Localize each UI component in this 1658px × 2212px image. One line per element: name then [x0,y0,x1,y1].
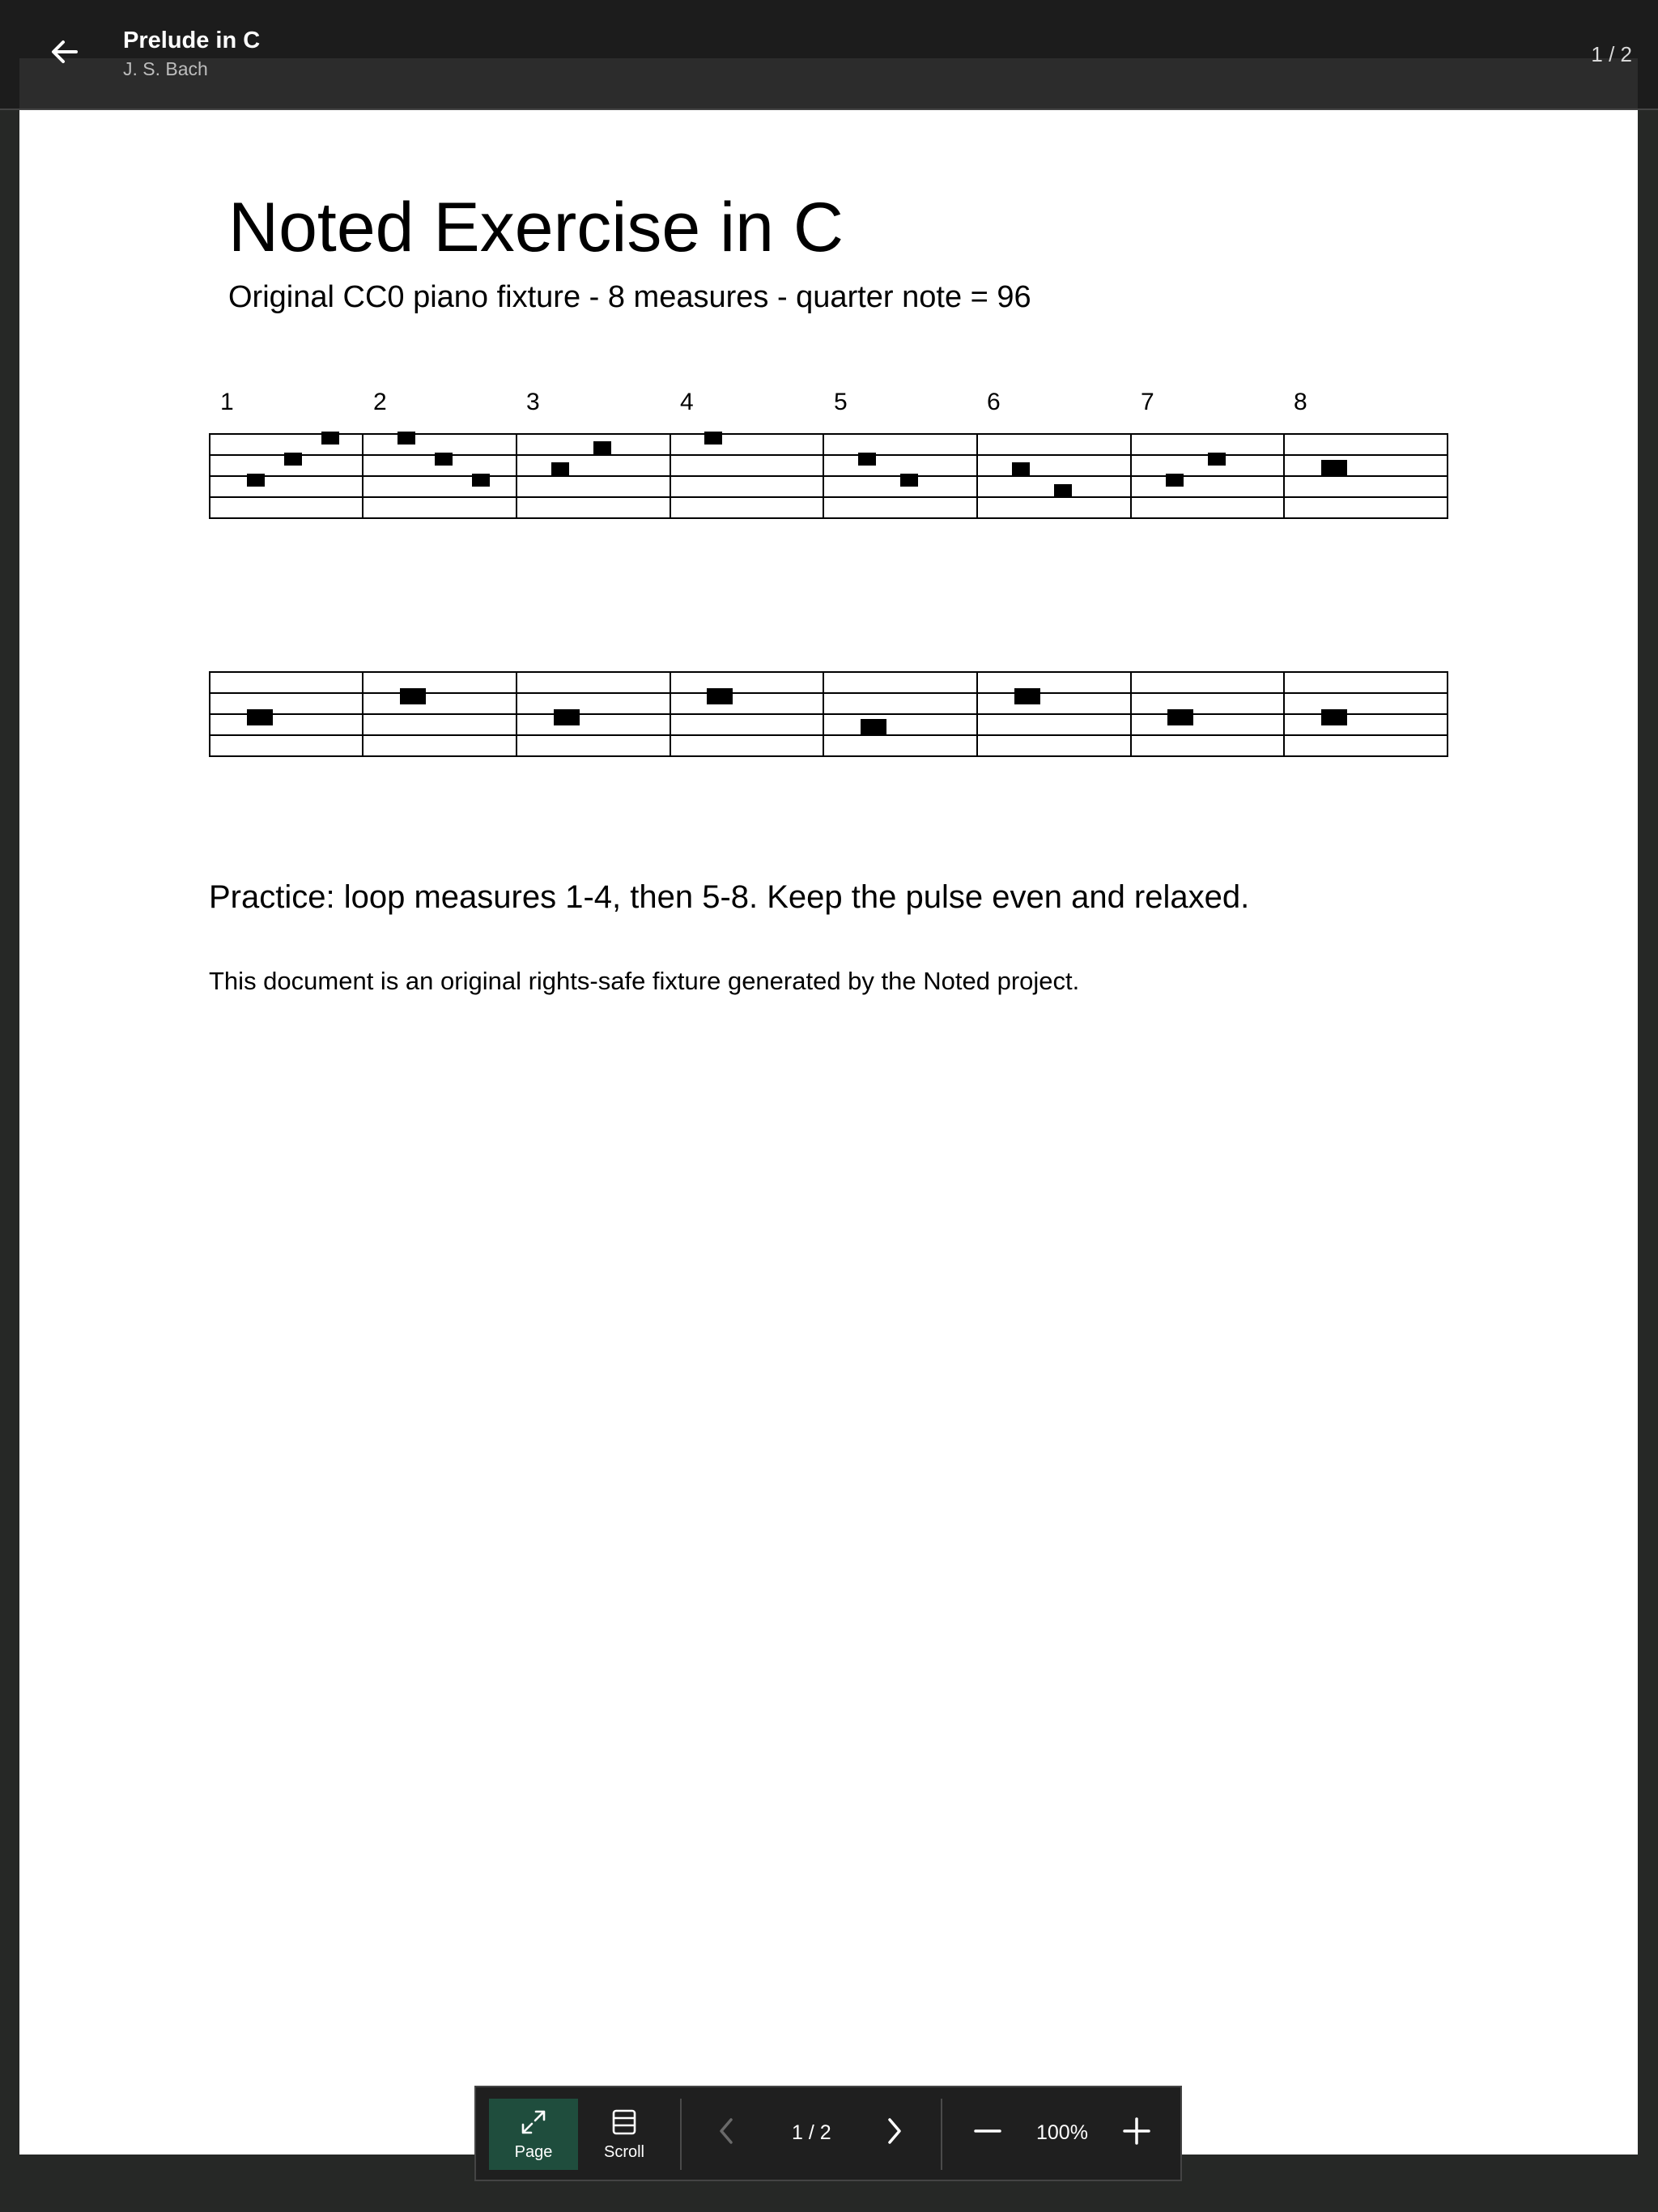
page-mode-label: Page [514,2143,553,2161]
measure-number: 5 [834,389,848,415]
note [551,462,569,475]
note [321,432,339,445]
note [593,441,611,454]
document-subtitle: Original CC0 piano fixture - 8 measures - quarter note = 96 [228,280,1031,314]
practice-instructions: Practice: loop measures 1-4, then 5-8. Keep the pulse even and relaxed. [209,879,1250,915]
expand-icon [520,2108,547,2141]
toolbar-divider [680,2099,682,2170]
note [1167,709,1193,725]
note [472,474,490,487]
note [1321,460,1347,476]
note [400,688,426,704]
scroll-mode-button[interactable] [580,2099,669,2170]
note [397,432,415,445]
upper-staff-notes [247,432,1347,497]
measure-number: 4 [680,389,694,415]
document-title: Noted Exercise in C [228,189,844,266]
note [1208,453,1226,466]
staff-upper [209,434,1448,518]
toolbar-divider [941,2099,942,2170]
page-mode-button[interactable] [489,2099,578,2170]
note [284,453,302,466]
previous-page-button[interactable] [703,2108,751,2157]
note [1054,484,1072,497]
list-icon [610,2108,638,2141]
note [858,453,876,466]
note [1012,462,1030,475]
page-counter: 1 / 2 [792,2121,831,2144]
measure-number: 6 [987,389,1001,415]
note [1166,474,1184,487]
score-title: Prelude in C [123,28,261,53]
measure-numbers [220,389,1307,415]
measure-number: 1 [220,389,234,415]
plus-icon [1122,2116,1151,2150]
note [861,719,886,735]
lower-staff-notes [247,688,1347,735]
chevron-right-icon [882,2116,906,2150]
note [247,709,273,725]
scroll-mode-label: Scroll [603,2143,644,2161]
note [704,432,722,445]
note [247,474,265,487]
note [707,688,733,704]
note [900,474,918,487]
minus-icon [973,2116,1002,2150]
page-indicator: 1 / 2 [1591,42,1632,66]
zoom-out-button[interactable] [963,2108,1012,2157]
rights-footnote: This document is an original rights-safe fixture generated by the Noted project. [209,967,1080,995]
score-composer: J. S. Bach [123,58,208,79]
arrow-left-icon [49,36,81,72]
measure-number: 7 [1141,389,1154,415]
note [435,453,453,466]
note [1321,709,1347,725]
chevron-left-icon [715,2116,739,2150]
note [554,709,580,725]
back-button[interactable] [40,29,89,78]
zoom-in-button[interactable] [1112,2108,1161,2157]
staff-lower [209,672,1448,756]
measure-number: 8 [1294,389,1307,415]
top-bar-lower-band [19,58,1638,108]
bottom-toolbar [474,2086,1182,2181]
measure-number: 3 [526,389,540,415]
next-page-button[interactable] [869,2108,918,2157]
note [1014,688,1040,704]
zoom-level: 100% [1036,2121,1088,2144]
measure-number: 2 [373,389,387,415]
sheet-music-score [0,0,1658,810]
top-app-bar [0,0,1658,110]
